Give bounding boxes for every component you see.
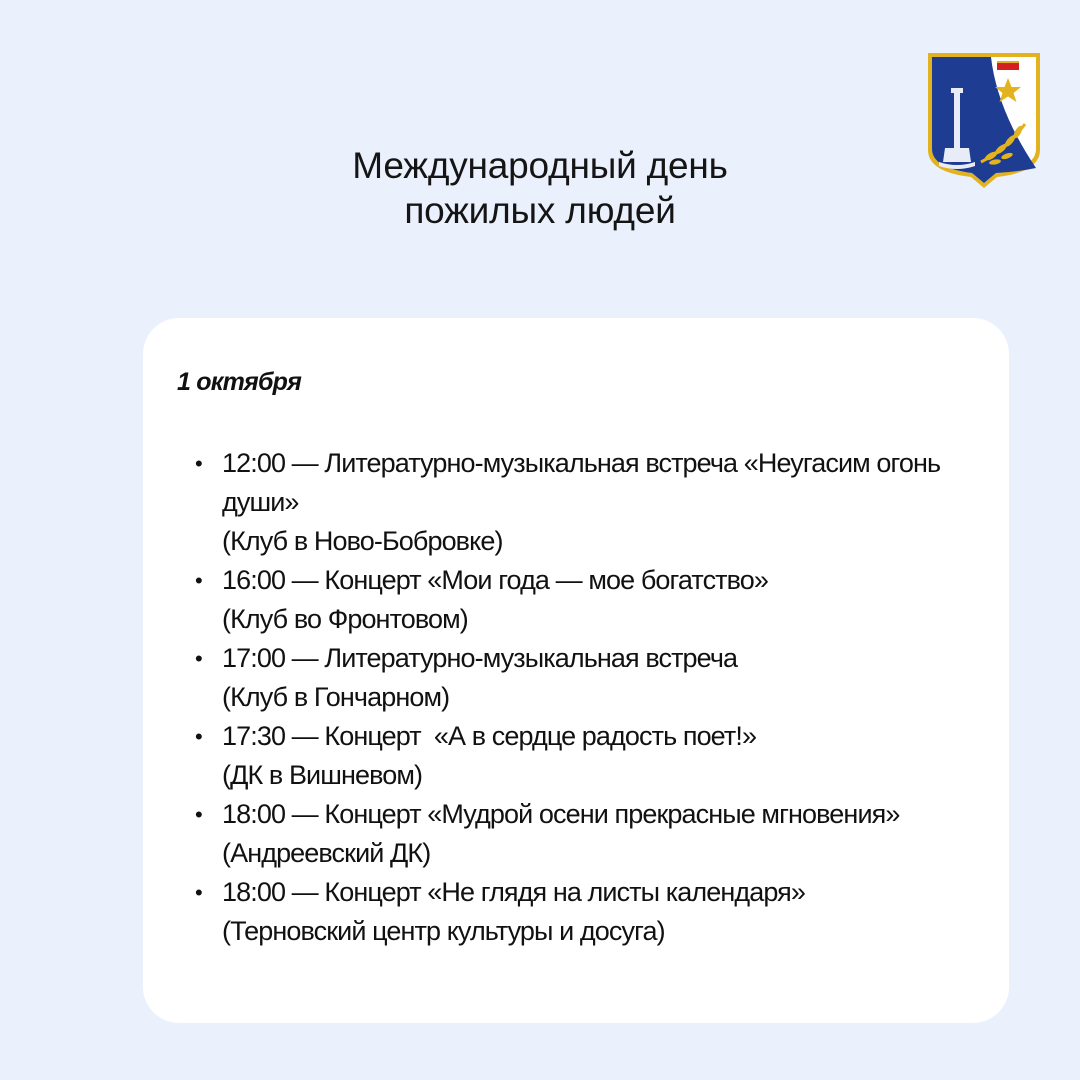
bullet-icon: •	[195, 568, 202, 593]
event-place: (Андреевский ДК)	[222, 838, 431, 868]
title-line-2: пожилых людей	[404, 190, 676, 231]
event-place: (Терновский центр культуры и досуга)	[222, 916, 665, 946]
event-title: 17:00 — Литературно-музыкальная встреча	[222, 643, 738, 673]
bullet-icon: •	[195, 724, 202, 749]
schedule-card	[143, 318, 1009, 1023]
event-title: 18:00 — Концерт «Не глядя на листы календаря»	[222, 877, 805, 907]
bullet-icon: •	[195, 646, 202, 671]
event-place: (Клуб во Фронтовом)	[222, 604, 468, 634]
sevastopol-coat-of-arms-icon	[925, 50, 1043, 190]
list-item	[195, 639, 995, 717]
list-item	[195, 717, 995, 795]
list-item	[195, 561, 995, 639]
event-title: 18:00 — Концерт «Мудрой осени прекрасные мгновения»	[222, 799, 900, 829]
list-item	[195, 795, 995, 873]
event-place: (Клуб в Ново-Бобровке)	[222, 526, 503, 556]
list-item	[195, 444, 995, 561]
event-place: (ДК в Вишневом)	[222, 760, 423, 790]
title-line-1: Международный день	[352, 145, 728, 186]
list-item	[195, 873, 995, 951]
page-title	[240, 143, 840, 233]
event-title: 17:30 — Концерт «А в сердце радость поет!»	[222, 721, 757, 751]
bullet-icon: •	[195, 451, 202, 476]
bullet-icon: •	[195, 880, 202, 905]
event-list	[195, 444, 995, 951]
event-title: 16:00 — Концерт «Мои года — мое богатство»	[222, 565, 769, 595]
event-title: 12:00 — Литературно-музыкальная встреча «Неугасим огонь души»	[222, 448, 941, 517]
event-place: (Клуб в Гончарном)	[222, 682, 450, 712]
bullet-icon: •	[195, 802, 202, 827]
schedule-date: 1 октября	[177, 368, 302, 396]
